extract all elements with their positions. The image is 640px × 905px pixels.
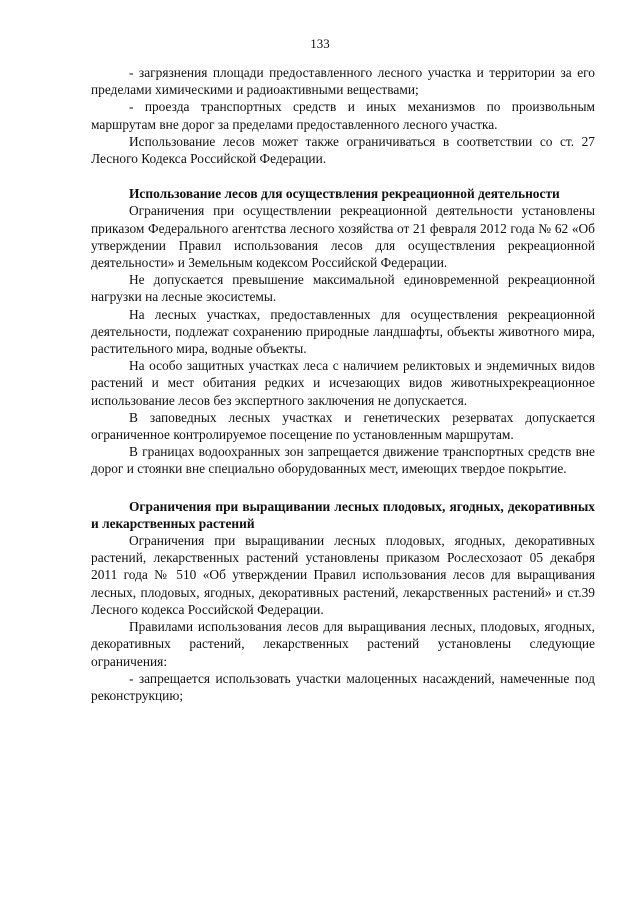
paragraph: - загрязнения площади предоставленного лесного участка и территории за его пределами химическими и радиоактивными веществами; [91, 65, 595, 98]
paragraph: Использование лесов может также ограничиваться в соответствии со ст. 27 Лесного Кодекса Российской Федерации. [91, 133, 595, 167]
section-heading: Использование лесов для осуществления рекреационной деятельности [129, 186, 560, 202]
paragraph: Правилами использования лесов для выращивания лесных, плодовых, ягодных, декоративных растений, лекарственных растений установлены следующие ограничения: [91, 619, 595, 669]
paragraph: В границах водоохранных зон запрещается движение транспортных средств вне дорог и стоянки вне специально оборудованных мест, имеющих твердое покрытие. [91, 444, 595, 477]
paragraph: На особо защитных участках леса с наличием реликтовых и эндемичных видов растений и мест обитания редких и исчезающих видов животныхрекреационное использование лесов без экспертного заключения не допускается. [91, 358, 595, 408]
section-heading: Ограничения при выращивании лесных плодовых, ягодных, декоративных и лекарственных растений [91, 498, 595, 531]
paragraph: Не допускается превышение максимальной единовременной рекреационной нагрузки на лесные экосистемы. [91, 272, 595, 305]
paragraph: Ограничения при выращивании лесных плодовых, ягодных, декоративных растений, лекарственных растений установлены приказом Рослесхозаот 05 декабря 2011 года № 510 «Об утверждении Правил использования лесов для выращивания лесных, плодовых, ягодных, декоративных растений, лекарственных растений» и ст.39 Лесного кодекса Российской Федерации. [91, 533, 595, 617]
paragraph: Ограничения при осуществлении рекреационной деятельности установлены приказом Федерального агентства лесного хозяйства от 21 февраля 2012 года № 62 «Об утверждении Правил использования лесов для осуществления рекреационной деятельности» и Земельным кодексом Российской Федерации. [91, 203, 595, 271]
page-number: 133 [310, 36, 330, 51]
document-body [91, 64, 595, 704]
paragraph: На лесных участках, предоставленных для осуществления рекреационной деятельности, подлежат сохранению природные ландшафты, объекты животного мира, растительного мира, водные объекты. [91, 306, 595, 357]
paragraph: - проезда транспортных средств и иных механизмов по произвольным маршрутам вне дорог за пределами предоставленного лесного участка. [91, 99, 595, 132]
paragraph: - запрещается использовать участки малоценных насаждений, намеченные под реконструкцию; [91, 670, 595, 703]
paragraph: В заповедных лесных участках и генетических резерватах допускается ограниченное контролируемое посещение по установленным маршрутам. [91, 409, 595, 443]
